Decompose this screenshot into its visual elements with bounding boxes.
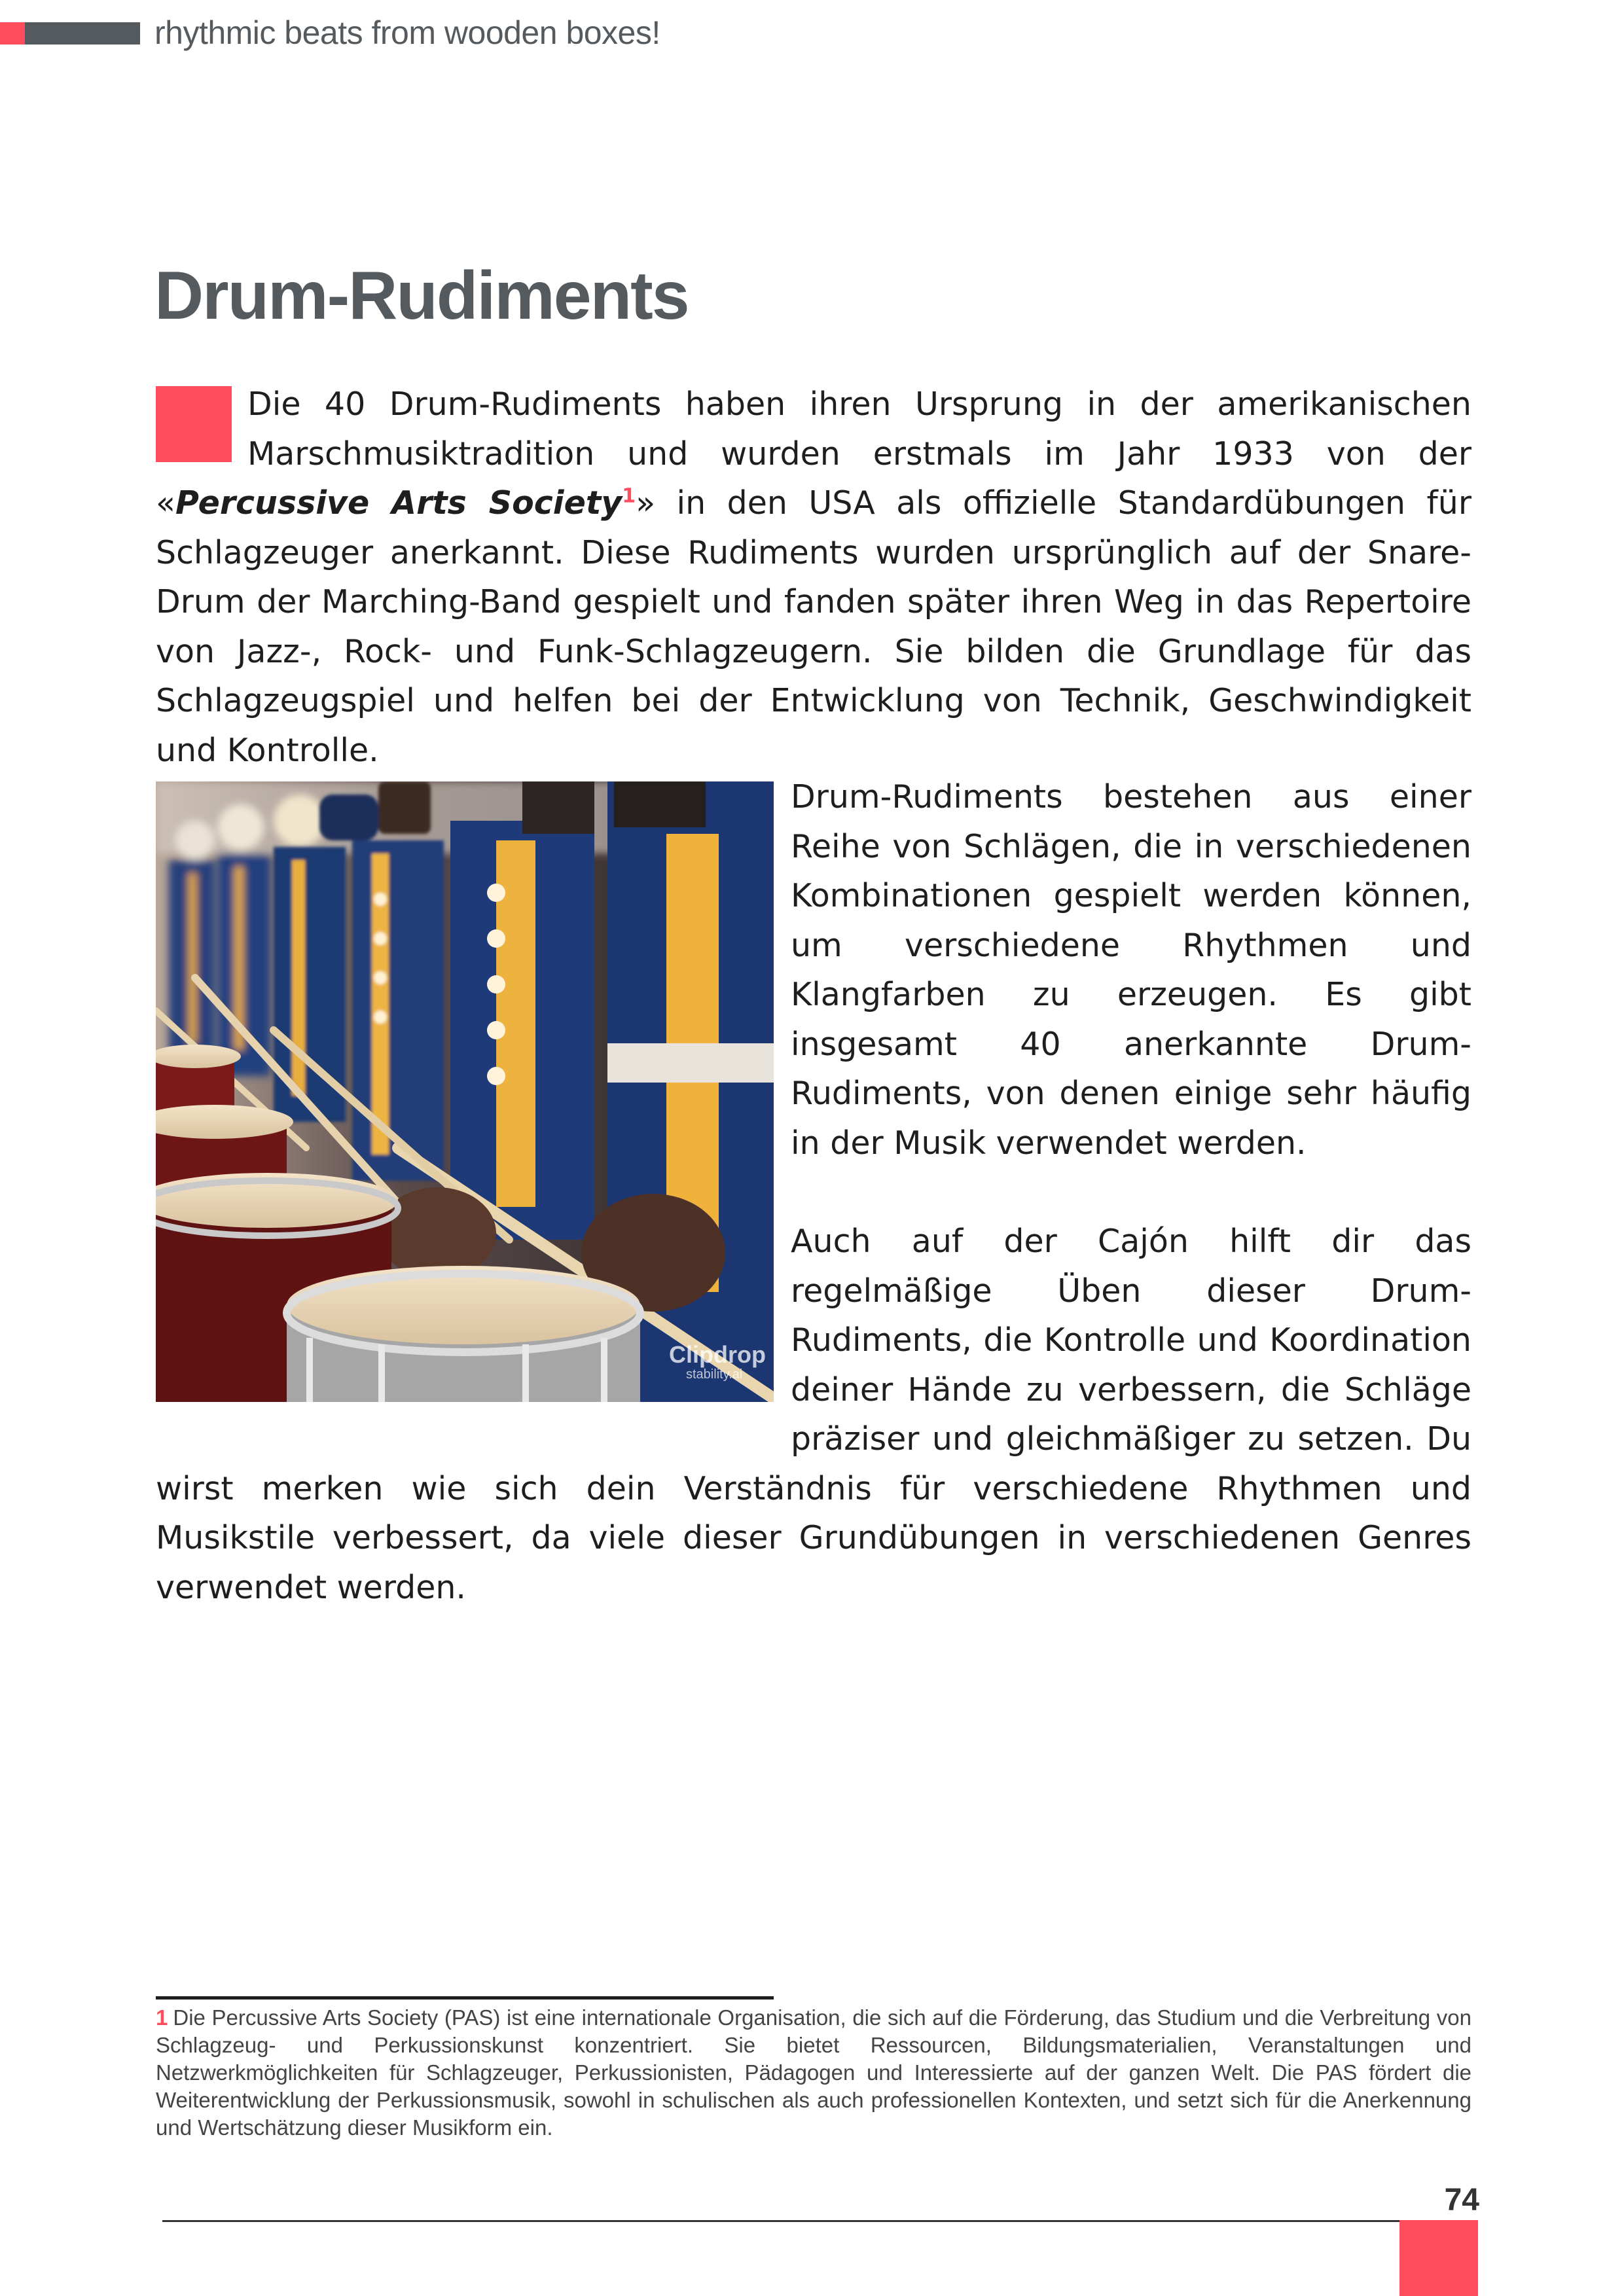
intro-text-before: Die 40 Drum-Rudiments haben ihren Ursprung in der amerikanischen Marschmusiktradition und wurden erstmals im Jahr 1933 von der « [156,386,1471,522]
intro-accent-square [156,386,232,462]
running-header-title: rhythmic beats from wooden boxes! [154,14,660,51]
body-paragraph-3: Auch auf der Cajón hilft dir das regelmäßige Üben dieser Drum-Rudiments, die Kontrolle und Koordination deiner Hände zu verbessern, die Schläge präziser und gleichmäßiger zu setzen. Du wirst merken wie sich dein Verständnis für verschiedene Rhythmen und Musikstile verbessert, da viele dieser Grundübungen in verschiedenen Genres verwendet werden. [156,1223,1471,1606]
stability-ai-watermark: stability.ai [686,1367,743,1382]
footer-rule [162,2220,1399,2222]
footnote-text: Die Percussive Arts Society (PAS) ist eine internationale Organisation, die sich auf die Förderung, das Studium und die Verbreitung von Schlagzeug- und Perkussionskunst konzentriert. Sie bietet Ressourcen, Bildungsmaterialien, Veranstaltungen und Netzwerkmöglichkeiten für Schlagzeuger, Perkussionisten, Pädagogen und Interessierte auf der ganzen Welt. Die PAS fördert die Weiterentwicklung der Perkussionsmusik, sowohl in schulischen als auch professionellen Kontexten, und setzt sich für die Anerkennung und Wertschätzung dieser Musikform ein. [156,2005,1471,2140]
intro-text-after: » in den USA als offizielle Standardübungen für Schlagzeuger anerkannt. Diese Rudiments wurden ursprünglich auf der Snare-Drum der Marching-Band gespielt und fanden später ihren Weg in das Repertoire von Jazz-, Rock- und Funk-Schlagzeugern. Sie bilden die Grundlage für das Schlagzeugspiel und helfen bei der Entwicklung von Technik, Geschwindigkeit und Kontrolle. [156,484,1471,769]
body-paragraph-2: Drum-Rudiments bestehen aus einer Reihe von Schlägen, die in verschiedenen Kombinationen gespielt werden können, um verschiedene Rhythmen und Klangfarben zu erzeugen. Es gibt insgesamt 40 anerkannte Drum-Rudiments, von denen einige sehr häufig in der Musik verwendet werden. [791,778,1471,1162]
marching-band-drummers-photo [156,781,774,1402]
percussive-arts-society-emphasis: Percussive Arts Society [175,484,623,522]
intro-paragraph [156,380,1471,775]
body-section [156,772,1471,1612]
footnote-number: 1 [156,2005,168,2030]
clipdrop-watermark: Clipdrop [669,1341,766,1368]
footer-accent-square [1399,2220,1478,2296]
footnote-separator-rule [156,1996,774,2000]
footnote [156,2004,1471,2142]
section-heading: Drum-Rudiments [154,258,689,334]
footnote-reference[interactable]: 1 [622,484,636,508]
header-gray-bar [25,22,140,45]
header-accent-bar [0,22,25,45]
page-number: 74 [1444,2183,1479,2217]
